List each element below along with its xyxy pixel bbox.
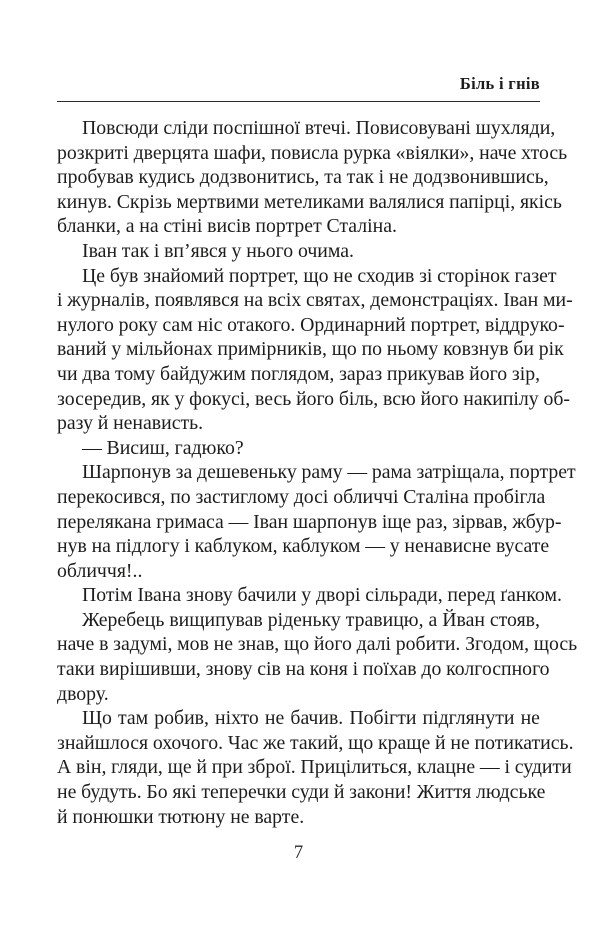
page-number: 7: [293, 843, 304, 863]
text-line: Повсюди сліди поспішної втечі. Повисовувані шухляди,: [82, 117, 556, 139]
text-line: чи два тому байдужим поглядом, зараз прикував його зір,: [57, 362, 541, 385]
text-line: ваний у мільйонах примірників, що по ньому ковзнув би рік: [57, 338, 564, 361]
text-line: таки вирішивши, знову сів на коня і поїхав до колгоспного: [57, 658, 550, 681]
body-text: [57, 116, 578, 829]
text-line: Це був знайомий портрет, що не сходив зі сторінок газет: [82, 264, 557, 287]
text-line: наче в задумі, мов не знав, що його далі робити. Згодом, щось: [57, 633, 578, 656]
text-line: нулого року сам ніс отакого. Ординарний портрет, віддруко-: [57, 313, 565, 336]
text-line: Іван так і вп’явся у нього очима.: [82, 239, 354, 262]
text-line: зосередив, як у фокусі, весь його біль, всю його накипілу об-: [57, 387, 570, 410]
header-rule: [57, 101, 540, 102]
text-line: пробував кудись додзвонитись, та так і не додзвонившись,: [57, 166, 549, 189]
text-line: нув на підлогу і каблуком, каблуком — у ненависне вусате: [57, 535, 550, 558]
text-line: А він, гляди, ще й при зброї. Прицілиться, клацне — і судити: [57, 756, 572, 779]
text-line: не будуть. Бо які теперечки суди й закони! Життя людське: [57, 781, 546, 804]
text-line: й понюшки тютюну не варте.: [57, 805, 305, 828]
text-line: обличчя!..: [57, 559, 143, 582]
text-line: Жеребець вищипував ріденьку травицю, а Йван стояв,: [82, 608, 540, 631]
running-header: Біль і гнів: [459, 74, 540, 93]
text-line: Шарпонув за дешевеньку раму — рама затріщала, портрет: [82, 461, 576, 484]
text-line: бланки, а на стіні висів портрет Сталіна.: [57, 215, 397, 238]
text-line: і журналів, появлявся на всіх святах, демонстраціях. Іван ми-: [57, 289, 573, 312]
text-line: перелякана гримаса — Іван шарпонув іще раз, зірвав, жбур-: [57, 510, 562, 533]
text-line: разу й ненависть.: [57, 412, 204, 435]
text-line: перекосився, по застиглому досі обличчі Сталіна пробігла: [57, 485, 546, 508]
text-line: двору.: [57, 682, 109, 705]
text-line: Що там робив, ніхто не бачив. Побігти підглянути не: [82, 707, 540, 730]
text-line: — Висиш, гадюко?: [82, 436, 244, 459]
text-line: розкриті дверцята шафи, повисла рурка «віялки», наче хтось: [57, 141, 568, 164]
text-line: Потім Івана знову бачили у дворі сільради, перед ґанком.: [82, 584, 562, 607]
text-block: [57, 74, 578, 829]
text-line: знайшлося охочого. Час же такий, що краще й не потикатись.: [57, 731, 574, 754]
text-line: кинув. Скрізь мертвими метеликами валялися папірці, якісь: [57, 190, 562, 213]
